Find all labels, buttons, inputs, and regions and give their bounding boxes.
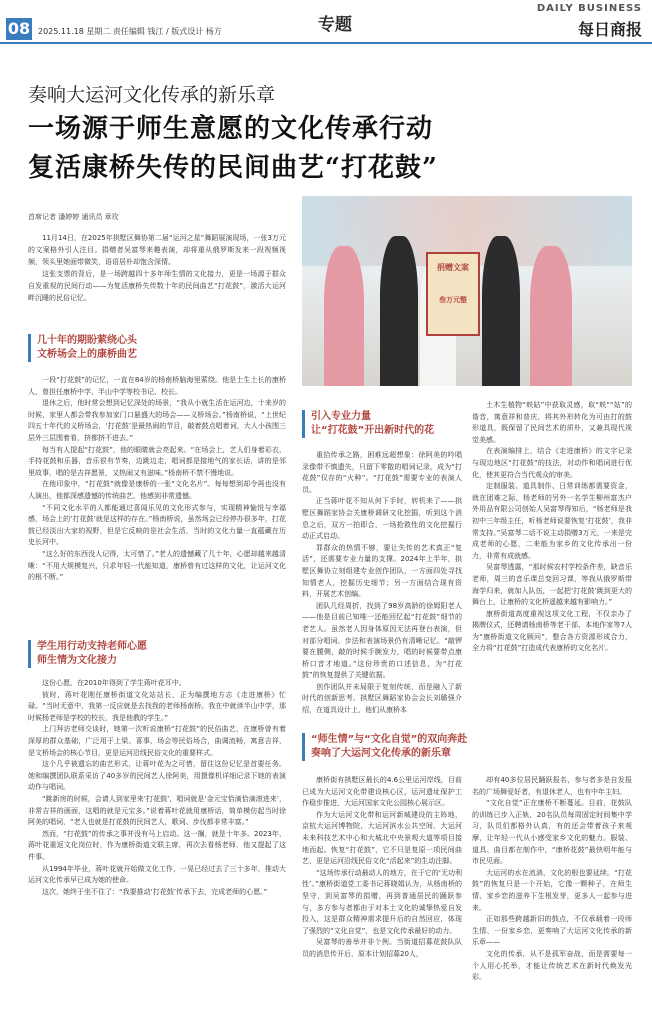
paper-name-en: DAILY BUSINESS	[536, 3, 642, 14]
lead-paragraph: 这张支票的背后，是一场跨越四十多年师生情的文化接力，更是一场源于群众自发重视的民间行动——为复活康桥失传数十年的民间曲艺“打花鼓”，激活大运河畔沉睡的民俗记忆。	[28, 270, 286, 302]
header-rule	[0, 42, 652, 44]
subhead-2: 学生用行动支持老师心愿 师生情为文化接力	[28, 640, 147, 668]
section-label: 专题	[318, 15, 352, 35]
event-photo	[302, 196, 632, 386]
board-amount: 叁万元整	[439, 295, 467, 304]
column-2-bottom: 康桥街有拱墅区最长的4.6公里运河岸线，目前已成为大运河文化带建设核心区，运河遗址保护工作稳步推进，大运河国家文化公园核心展示区。 作为大运河文化带和运河新城建设的主阵地，京杭大运河博物院、大运河滨水公共空间、大运河未来科技艺术中心和大城北中央景观大道等项目接地而起。恢复“打花鼓”，它不只是复原一项民间曲艺，更是运河沿线民俗文化“活起来”的生动注脚。 “这场传承行动最动人的地方，在于它的‘无功利性’。”康桥街道党工委书记蒋晓娟认为，从杨南桥的坚守，到吴富琴的捐赠，再到普通居民的踊跃参与，多方参与者都由于对本土文化的诚挚热爱自发投入，这是群众精神需求提升后的自然回应，体现了强烈的“文化自觉”，也是文化传承最好的动力。 吴富琴的善举并非个例。当街道招募花鼓队队员的消息传开后，原本计划招募20人，	[302, 776, 462, 958]
subhead-4: “师生情”与“文化自觉”的双向奔赴 奏响了大运河文化传承的新乐章	[302, 733, 467, 761]
person-figure	[482, 236, 520, 386]
person-figure	[324, 246, 364, 386]
lead-paragraph: 11月14日，在2025年拱墅区舞协第二届“运河之星”舞蹈展演现场，一张3万元的文案格外引人注目。捐赠者吴富琴来趣表演，却将重从俄罗斯发来一段视频视频，领头里她面带微笑，语语居朴却饱含深情。	[28, 234, 286, 266]
byline: 首席记者 潘婷婷 通讯员 章玫	[28, 213, 119, 221]
board-title: 捐赠文案	[437, 262, 469, 272]
column-3-bottom: 却有40多位居民踊跃报名，参与者多是自发报名的广场舞爱好者，有退休老人，也有中年主妇。 “文化自觉”正在康桥不断蔓延。目前，花鼓队的训练已步入正轨，20名队员每周固定时间集中学习，队员们都格外认真，有的还会带着孩子来观摩，让年轻一代从小感受家乡文化的魅力。服装、道具、曲目都在制作中，“康桥花鼓”最快明年能与市民见面。 大运河的水在流淌，文化的根也要延续。“打花鼓”的恢复只是一个开始，它像一颗种子，在师生情、家乡恋的滋养下生根发芽，更多人一起参与进来。 正如那些跨越新旧的鼓点，不仅承载着一段师生情、一份家乡恋，更奏响了大运河文化传承的新乐章—— 文化的传承，从不是孤军奋战，而是需要每一个人用心托举，才能让传统艺术在新时代焕发光彩。	[472, 776, 632, 982]
person-figure	[380, 236, 418, 386]
issue-meta: 2025.11.18 星期二 责任编辑 钱江 / 版式设计 杨方	[38, 27, 222, 36]
page-header	[0, 0, 652, 44]
donation-board	[426, 252, 480, 336]
subhead-1: 几十年的期盼萦绕心头 文桥场会上的康桥曲艺	[28, 334, 137, 362]
lead-paragraphs	[28, 232, 286, 304]
headline-line-2: 复活康桥失传的民间曲艺“打花鼓”	[28, 153, 438, 183]
subhead-3: 引入专业力量 让“打花鼓”开出新时代的花	[302, 410, 434, 438]
column-1-top: 一段“打花鼓”的记忆，一直在84岁的杨南桥脑海里萦绕。他是土生土长的康桥人，曾担任康桥中学、半山中学等校书记、校长。 退休之后，他时常会想到记忆深处的场景，“我从小就生活在运河边，十来岁的时候，家里人都会带我参加家门口悬盛大的场会——义桥场会。”杨南桥说，“上世纪四五十年代的义桥场会，‘打花鼓’是最热闹的节目，敲着鼓点唱着词，大人小孩围三层外三层围着看，挤都挤不进去。” 每当有人提起“打花鼓”，他的眼睛就会亮起来。“在场会上，艺人们身着彩衣，手持花鼓和乐器，音乐很有节奏，边跳边走，唱词都是接地气的家长话，讲的是邻里故事，唱的是吉祥愿景，又热闹又有滋味。”杨南桥不禁不慢地说。 在他印象中，“打花鼓”就像是康桥的一张“文化名片”。每每想到却令再也没有人演出，他都深感遗憾的传统曲艺，他感到非常遗憾。 “不同文化水平的人都能通过喜闻乐见的文化形式参与，实现精神愉悦与幸福感，场会上的‘打花鼓’就是这样的存在。”杨南桥说，虽然场会已经停办很多年，打花鼓已经淡出大家的视野，但是它反映的是社会生活，当时的文化力量一直蕴藏在历史长河中。 “这么好的东西没人记得，太可惜了。”老人的遗憾藏了几十年，心愿却越来越清晰：“不用大规模复兴，只求年轻一代能知道，康桥曾有过这样的文化，让运河文化的根不断。”	[28, 376, 286, 582]
person-figure	[530, 246, 572, 386]
paper-name-cn: 每日商报	[577, 20, 642, 39]
column-1-bottom: 这份心愿，在2010年得到了学生蒋叶花耳中。 彼时，蒋叶花刚任康桥街道文化站站长，正为编撰地方志《走进康桥》忙碌。“当时无意中，我第一反应就是去找我的老师杨南桥。我在中就读半山中学，那时候杨老师是学校的校长，我是他教的学生。” 上门拜访老师交谈时，她第一次听说康桥“打花鼓”的民俗曲艺，在康桥曾有着深厚的群众基础，广泛用于上梁、喜事、场会等民俗场合，曲调流畅，寓意吉祥，是文桥场会的核心节目，更是运河沿线民俗文化的重要样式。 这个几乎被遗忘的曲艺形式，让蒋叶花为之可惜，留住这份记忆是首要任务。她和编撰团队联系采访了40多岁的民间艺人徐阿美，用摄像机详细记录下她的表演动作与唱词。 “跳新房的时候，会请人到家里来‘打花鼓’，唱词就是‘金元宝恰滴恰滴滚进来’，非常吉祥的画面，这唱的就是元宝多。”说着蒋叶花就用康桥话，简单模仿起当时徐阿美的唱词，“老人也就是打花鼓的民间艺人，歌词、步伐都非常丰富。” 然而，“打花鼓”的传承之事并没有马上启动。这一搁，就是十年多。2023年，蒋叶花重返文化岗位时，作为康桥街道文联主席，再次去看杨老师，他又提起了这件事。 从1994年毕业，蒋叶花就开始做文化工作，一晃已经过去了三十多年，推动大运河文化传承早已成为她的使命。 这次，她终于坐不住了：“我要推动‘打花鼓’传承下去，完成老师的心愿。”	[28, 679, 286, 896]
page-number: 08	[7, 19, 31, 38]
column-2-top: 重拾传承之路，困难远超想象：徐阿美的吟唱录像带不慎遗失，只留下零散的唱词记录，成为“打花鼓”仅存的“火种”。“打花鼓”需要专业的表演人员。 正当蒋叶花不知从何下手时，转机来了——拱墅区舞蹈家协会关康桥调研文化挖掘，听到这个消息之后，双方一拍即合，一场抢救性的文化挖掘行动正式启动。 罪群众的热情不够，要让失传的艺术真正“复活”，还需要专业力量的支撑。2024年上半年，拱墅区舞协立刻组建专业创作团队，一方面四处寻找知情老人，挖掘历史细节；另一方面结合现有资料，开展艺术创编。 团队几经周折，找到了98岁高龄的徐姆阳老人——他是目前已知唯一还能回忆起“打花鼓”细节的老艺人。虽然老人因身体原因无法再登台表演，但对部分唱词、步法和表演场景仍有清晰记忆。“敲锣要在腰侧，敲的时候手腕发力，唱的时候要带点康桥口音才地道。”这份珍贵的口述信息，为“打花鼓”的恢复提供了关键依据。 创作团队并未局限于复刻传统，而是融入了新时代的创新思考。拱墅区舞蹈家协会会长刘璐强介绍，在道具设计上，他们从康桥本	[302, 451, 462, 715]
kicker: 奏响大运河文化传承的新乐章	[28, 84, 276, 106]
headline-line-1: 一场源于师生意愿的文化传承行动	[28, 114, 434, 144]
column-3-top: 土木生植物“麸姑”中获取灵感，取“麸”“姑”的谐音，寓意祥和普庆，将其外形转化为可由打的鼓形道具，既保留了民间艺术的质朴，又兼具现代视觉美感。 在表演编排上，结合《走进康桥》的文字记录与现边地区“打花鼓”的技法，对动作和唱词进行优化，使其更符合当代观众的审美。 定制服装、道具制作、日常训练都需要资金，就在团难之际，杨老师的另外一名学生柳州富杰户外用品有限公司创始人吴富琴得知后，“杨老师是我初中三年级主任，听杨老师说要恢复‘打花鼓’，我非常支持。”吴富琴二话不说主动捐赠3万元，一来是完成老师的心愿，二来能为家乡的文化传承出一份力，非常有成就感。 吴富琴透露，“那时候农村学校条件差，缺音乐老师，周三的音乐课总变回习课，等我从俄罗斯带海学归来，就加入队伍，一起把‘打花鼓’跳到更大的舞台上，让康桥的文化桥遥越来越有影响力。” 康桥街道高度重视这项文化工程，不仅亲办了揭牌仪式，还聘请杨南桥等老干部、本地作家等7人为“康桥街道文化顾问”，整合各方资源形成合力，全力将“打花鼓”打造成代表康桥的文化名片。	[472, 401, 632, 653]
